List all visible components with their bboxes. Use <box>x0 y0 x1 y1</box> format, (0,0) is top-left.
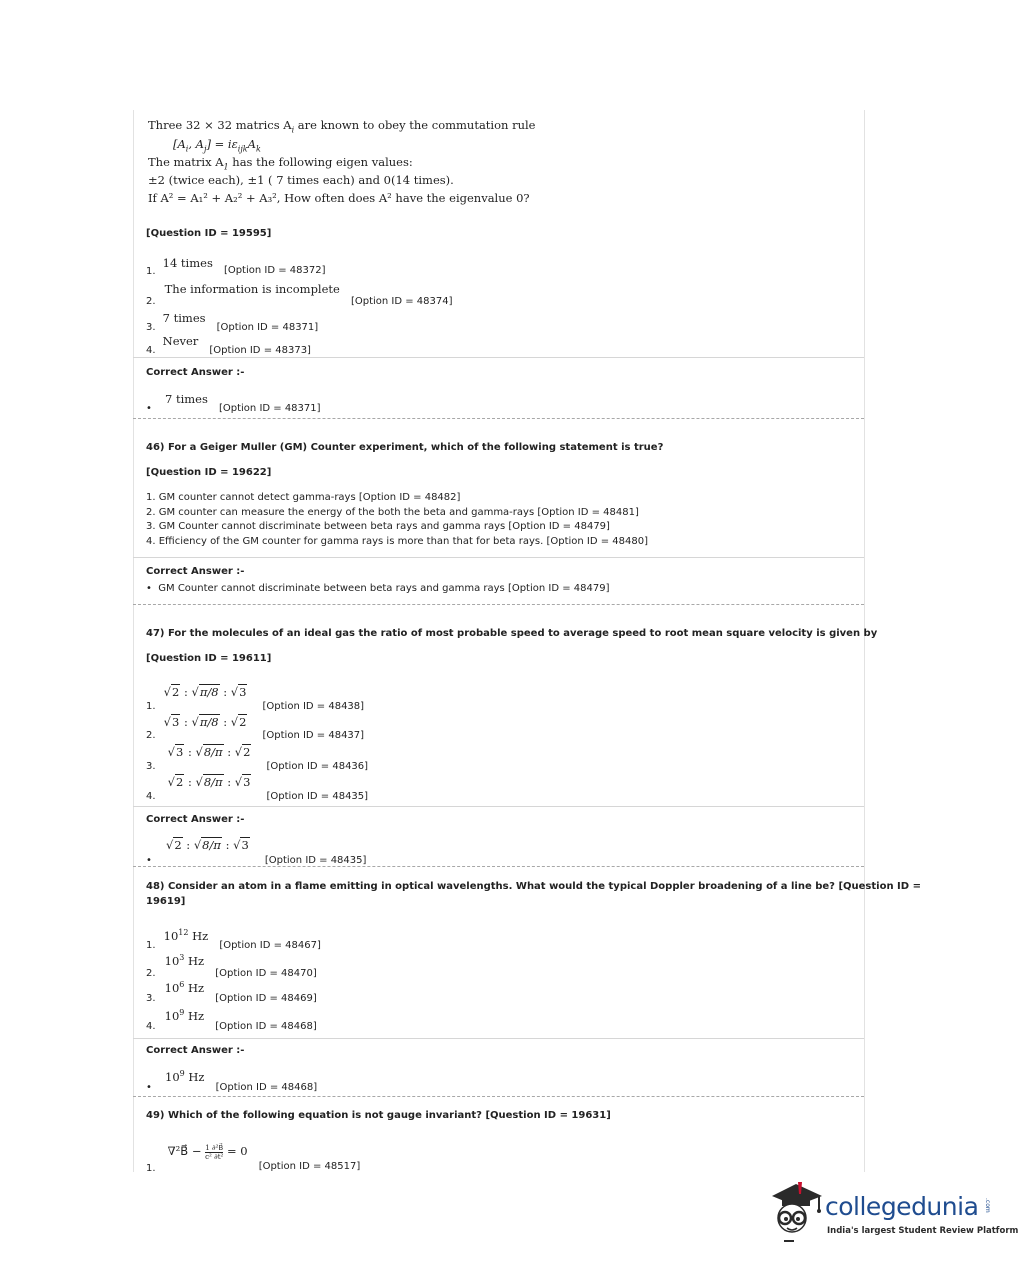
q47-correct-answer: $_•$ √2 : √8/π : √3 $_{[Option ID = 48435]}$ <box>146 838 367 866</box>
q45-option-4[interactable]: $_{4.}$ Never $_{[Option ID = 48373]}$ <box>146 334 311 356</box>
question-separator <box>133 604 864 605</box>
bullet-icon: • <box>146 403 152 414</box>
q45-question-id: [Question ID = 19595] <box>146 228 272 239</box>
q48-question-line1: 48) Consider an atom in a flame emitting in optical wavelengths. What would the typical Doppler broadening of a line be? [Question ID = <box>146 881 921 892</box>
bullet-icon: • <box>146 1082 152 1093</box>
divider <box>133 557 864 558</box>
q48-correct-label: Correct Answer :- <box>146 1045 245 1056</box>
q46-question: 46) For a Geiger Muller (GM) Counter experiment, which of the following statement is true? <box>146 442 664 453</box>
right-border <box>864 110 865 1172</box>
q45-correct-answer: $_•$ 7 times $_{[Option ID = 48371]}$ <box>146 392 321 414</box>
bullet-icon: • <box>146 855 152 866</box>
q45-correct-label: Correct Answer :- <box>146 367 245 378</box>
q45-stem-line4: If A² = A₁² + A₂² + A₃², How often does A² have the eigenvalue 0? <box>148 191 530 205</box>
q48-correct-answer: $_•$ $10^9$ Hz $_{[Option ID = 48468]}$ <box>146 1069 318 1093</box>
logo-com: .com <box>984 1198 991 1213</box>
q47-option-2[interactable]: $_{2.}$ √3 : √π/8 : √2 $_{[Option ID = 48437]}$ <box>146 715 365 741</box>
divider <box>133 1038 864 1039</box>
q45-stem-line2: The matrix $A_1$ has the following eigen values: <box>148 155 413 172</box>
q47-option-3[interactable]: $_{3.}$ √3 : √8/π : √2 $_{[Option ID = 48436]}$ <box>146 745 369 772</box>
q45-option-2[interactable]: $_{2.}$ The information is incomplete $_{[Option ID = 48374]}$ <box>146 282 453 307</box>
divider <box>133 806 864 807</box>
q47-correct-label: Correct Answer :- <box>146 814 245 825</box>
q48-option-1[interactable]: $_{1.}$ $10^{12}$ Hz $_{[Option ID = 48467]}$ <box>146 928 321 951</box>
q45-stem-line3: ±2 (twice each), ±1 ( 7 times each) and 0(14 times). <box>148 173 454 187</box>
q48-option-3[interactable]: $_{3.}$ $10^6$ Hz $_{[Option ID = 48469]}$ <box>146 980 317 1004</box>
logo-wordmark: collegedunia <box>825 1192 979 1221</box>
q46-option-1[interactable]: 1. GM counter cannot detect gamma-rays [Option ID = 48482] <box>146 492 461 503</box>
q45-commutation-rule: [$A_i$, $A_j] = i\varepsilon_{ijk}A_k$ <box>173 137 261 154</box>
q46-option-3[interactable]: 3. GM Counter cannot discriminate between beta rays and gamma rays [Option ID = 48479] <box>146 521 610 532</box>
q48-option-2[interactable]: $_{2.}$ $10^3$ Hz $_{[Option ID = 48470]}$ <box>146 953 317 979</box>
divider <box>133 357 864 358</box>
q46-option-4[interactable]: 4. Efficiency of the GM counter for gamma rays is more than that for beta rays. [Option ID = 48480] <box>146 536 648 547</box>
q49-question: 49) Which of the following equation is not gauge invariant? [Question ID = 19631] <box>146 1110 611 1121</box>
mascot-icon <box>768 1178 826 1246</box>
q46-correct-answer: • GM Counter cannot discriminate between beta rays and gamma rays [Option ID = 48479] <box>146 583 610 594</box>
q47-question: 47) For the molecules of an ideal gas the ratio of most probable speed to average speed to root mean square velocity is given by <box>146 628 878 639</box>
q45-option-1[interactable]: $_{1.}$ 14 times $_{[Option ID = 48372]}$ <box>146 256 326 277</box>
q49-option-1[interactable]: $_{1.}$ ∇²B⃗ − $\frac{\text{1 ∂²B⃗}}{\text{c² ∂t²}} = 0$ $_{[Option ID = 48517]}$ <box>146 1143 361 1174</box>
question-separator <box>133 866 864 867</box>
collegedunia-logo[interactable] <box>768 1178 1019 1248</box>
q46-question-id: [Question ID = 19622] <box>146 467 272 478</box>
q48-option-4[interactable]: $_{4.}$ $10^9$ Hz $_{[Option ID = 48468]}$ <box>146 1008 317 1032</box>
q46-option-2[interactable]: 2. GM counter can measure the energy of the both the beta and gamma-rays [Option ID = 48481] <box>146 507 639 518</box>
q47-option-4[interactable]: $_{4.}$ √2 : √8/π : √3 $_{[Option ID = 48435]}$ <box>146 775 369 802</box>
question-separator <box>133 1096 864 1097</box>
q46-correct-label: Correct Answer :- <box>146 566 245 577</box>
logo-tagline: India's largest Student Review Platform <box>827 1226 1019 1236</box>
left-border <box>133 110 134 1172</box>
question-separator <box>133 418 864 419</box>
q45-stem-line1: Three 32 × 32 matrics $A_i$ are known to obey the commutation rule <box>148 118 536 135</box>
q47-question-id: [Question ID = 19611] <box>146 653 272 664</box>
q48-question-line2: 19619] <box>146 896 186 907</box>
q45-option-3[interactable]: $_{3.}$ 7 times $_{[Option ID = 48371]}$ <box>146 311 319 333</box>
bullet-icon: • <box>146 583 152 594</box>
q47-option-1[interactable]: $_{1.}$ √2 : √π/8 : √3 $_{[Option ID = 48438]}$ <box>146 685 365 712</box>
